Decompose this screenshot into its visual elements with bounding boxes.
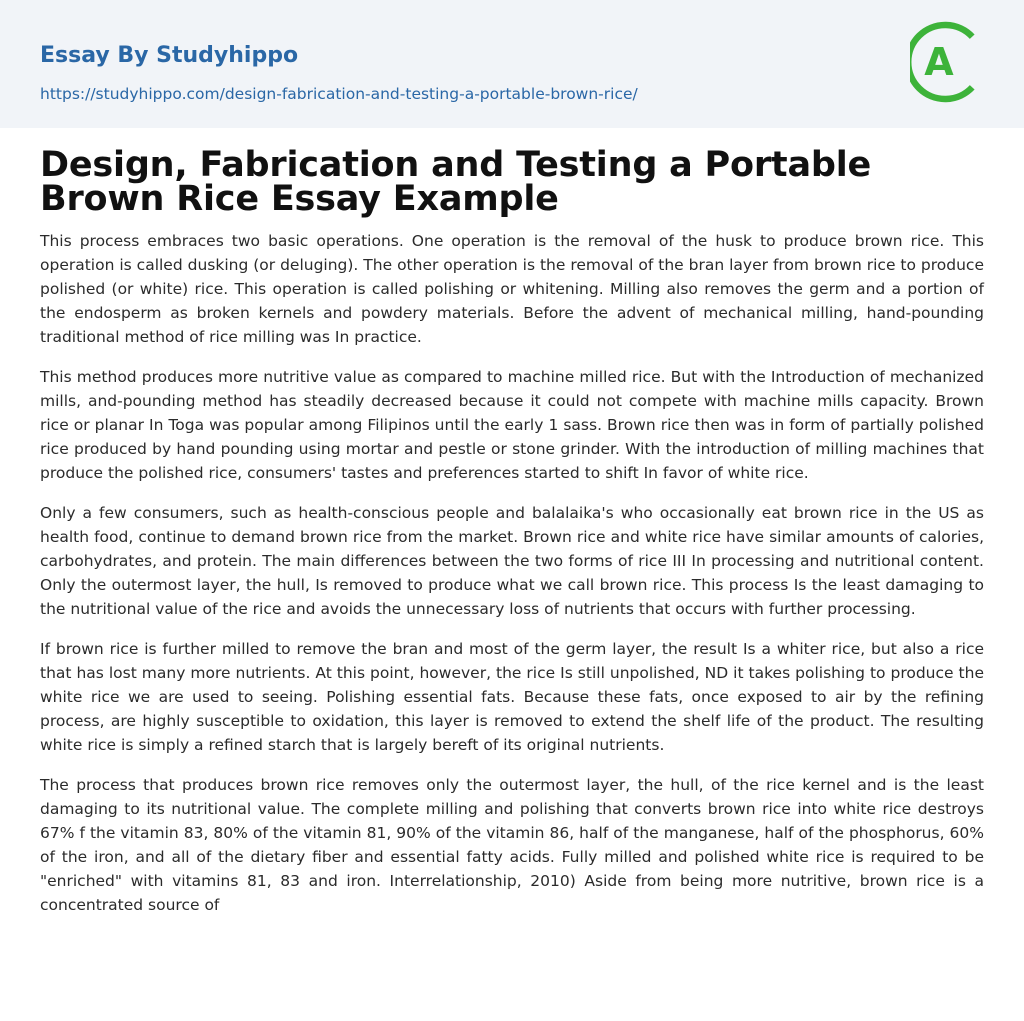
studyhippo-logo-icon[interactable]: [910, 18, 988, 106]
logo-letter: A: [924, 40, 954, 84]
site-title[interactable]: Essay By Studyhippo: [40, 43, 299, 68]
paragraph: This process embraces two basic operations. One operation is the removal of the husk to produce brown rice. This operation is called dusking (or deluging). The other operation is the removal of the bran layer from brown rice to produce polished (or white) rice. This operation is called polishing or whitening. Milling also removes the germ and a portion of the endosperm as broken kernels and powdery materials. Before the advent of mechanical milling, hand-pounding traditional method of rice milling was In practice.: [40, 232, 984, 346]
paragraph: Only a few consumers, such as health-conscious people and balalaika's who occasionally eat brown rice in the US as health food, continue to demand brown rice from the market. Brown rice and white rice have similar amounts of calories, carbohydrates, and protein. The main differences between the two forms of rice III In processing and nutritional content. Only the outermost layer, the hull, Is removed to produce what we call brown rice. This process Is the least damaging to the nutritional value of the rice and avoids the unnecessary loss of nutrients that occurs with further processing.: [40, 504, 984, 618]
page-title: Design, Fabrication and Testing a Portable Brown Rice Essay Example: [40, 145, 872, 219]
source-url-link[interactable]: https://studyhippo.com/design-fabrication-and-testing-a-portable-brown-rice/: [40, 85, 638, 103]
article: [0, 145, 1024, 917]
paragraph: This method produces more nutritive value as compared to machine milled rice. But with the Introduction of mechanized mills, and-pounding method has steadily decreased because it could not compete with machine mills capacity. Brown rice or planar In Toga was popular among Filipinos until the early 1 sass. Brown rice then was in form of partially polished rice produced by hand pounding using mortar and pestle or stone grinder. With the introduction of milling machines that produce the polished rice, consumers' tastes and preferences started to shift In favor of white rice.: [40, 368, 984, 482]
paragraph: If brown rice is further milled to remove the bran and most of the germ layer, the result Is a whiter rice, but also a rice that has lost many more nutrients. At this point, however, the rice Is still unpolished, ND it takes polishing to produce the white rice we are used to seeing. Polishing essential fats. Because these fats, once exposed to air by the refining process, are highly susceptible to oxidation, this layer is removed to extend the shelf life of the product. The resulting white rice is simply a refined starch that is largely bereft of its original nutrients.: [40, 640, 984, 754]
site-header: [0, 0, 1024, 128]
paragraph: The process that produces brown rice removes only the outermost layer, the hull, of the rice kernel and is the least damaging to its nutritional value. The complete milling and polishing that converts brown rice into white rice destroys 67% f the vitamin 83, 80% of the vitamin 81, 90% of the vitamin 86, half of the manganese, half of the phosphorus, 60% of the iron, and all of the dietary fiber and essential fatty acids. Fully milled and polished white rice is required to be "enriched" with vitamins 81, 83 and iron. Interrelationship, 2010) Aside from being more nutritive, brown rice is a concentrated source of: [40, 776, 984, 914]
